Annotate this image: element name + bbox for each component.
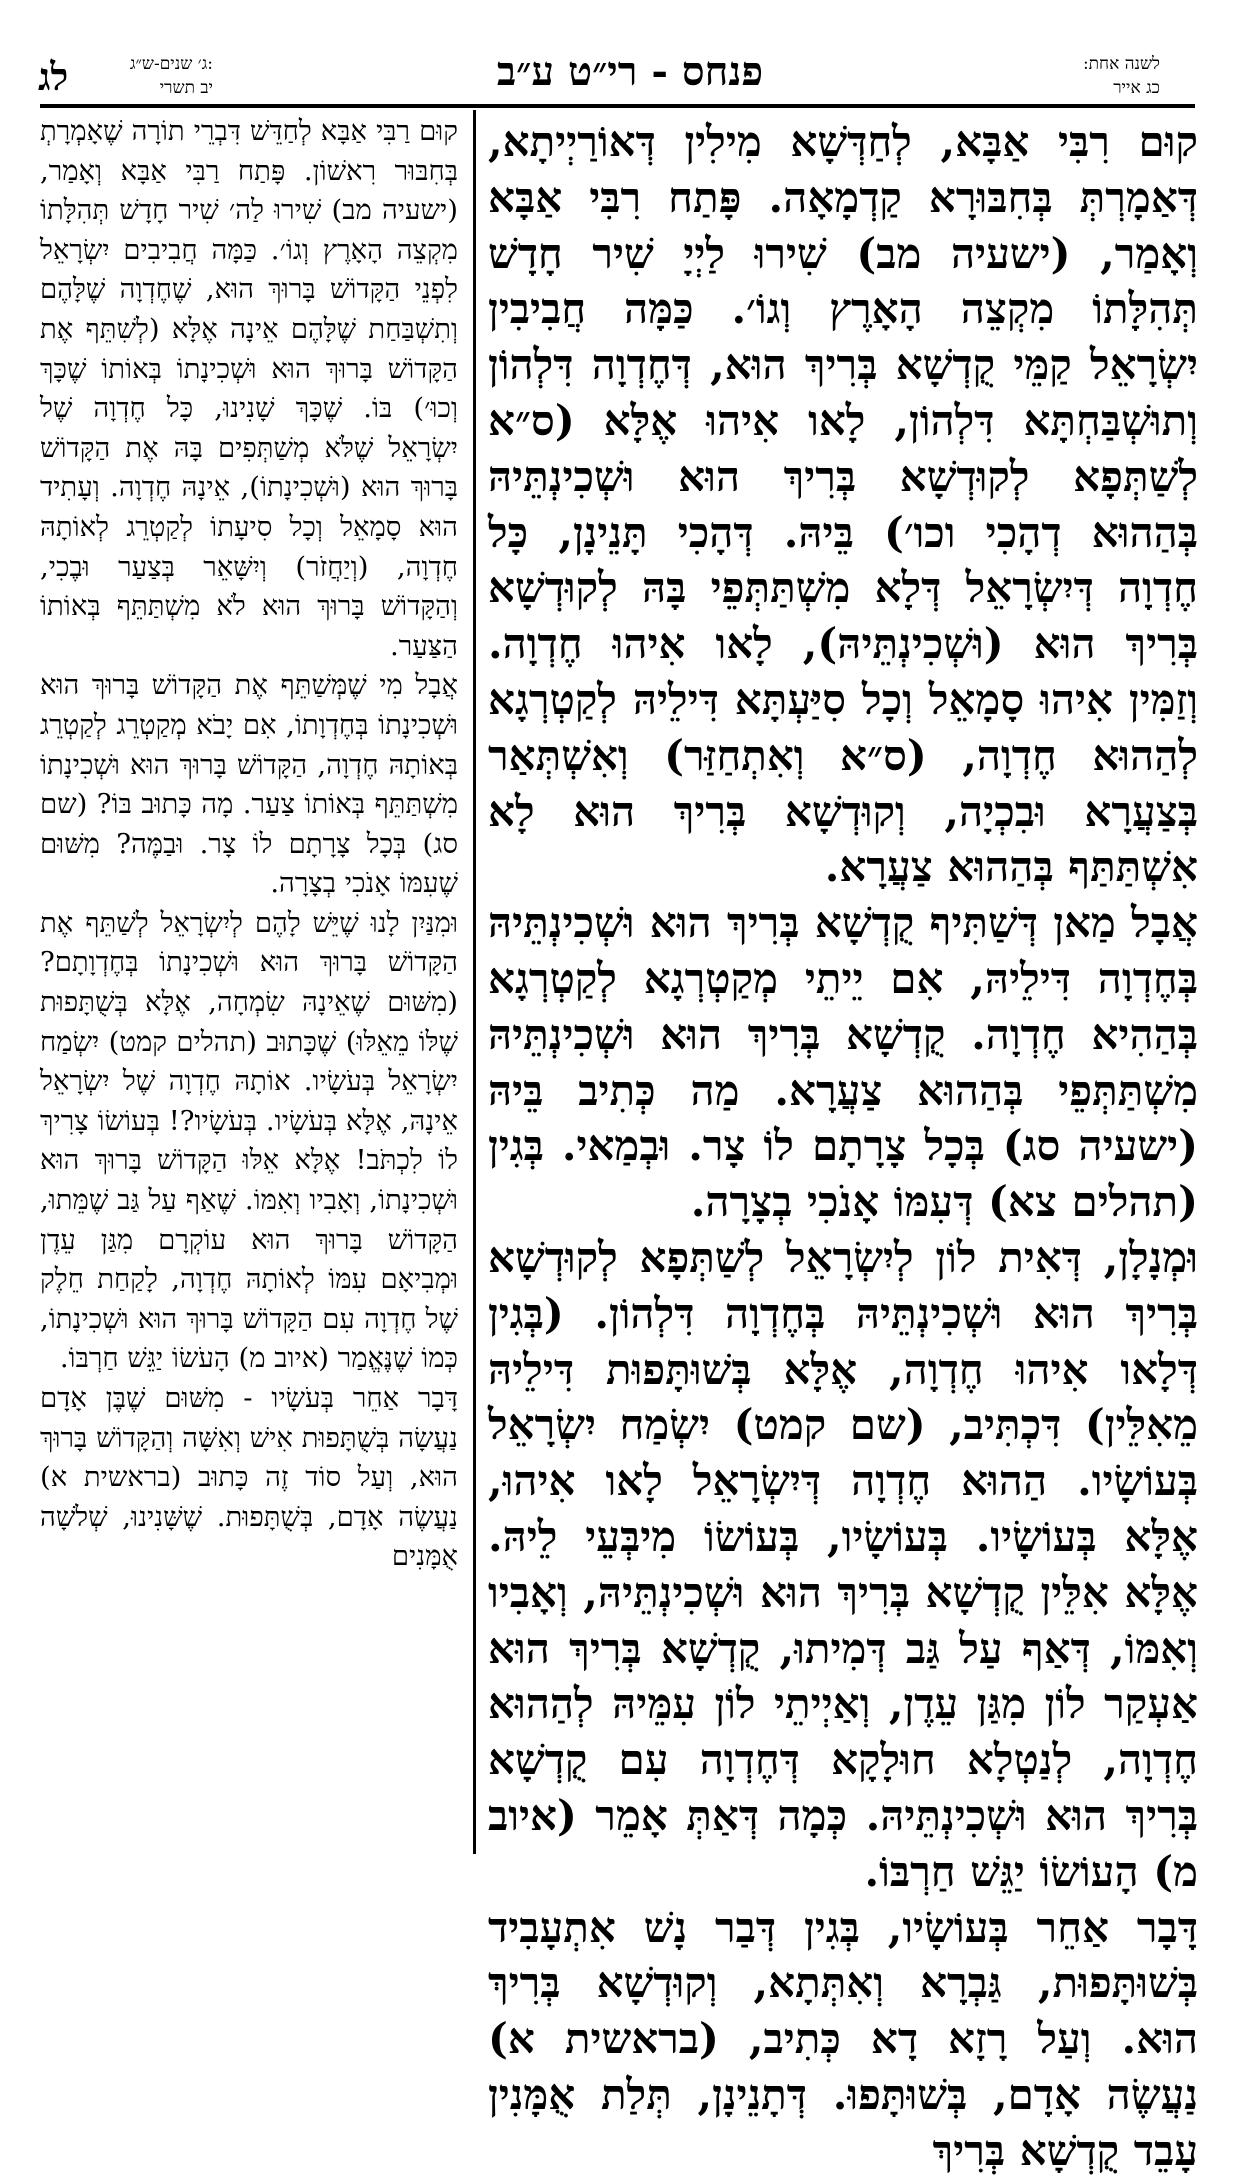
- hebrew-translation-column: [40, 112, 458, 1577]
- column-divider: [473, 110, 476, 1854]
- aramaic-paragraph-1: קוּם רִבִּי אַבָּא, לְחַדְּשָׁא מִילִין דְּאוֹרַיְיתָא, דְּאַמָרְתְּ בְּחִבּוּרָא קַדְמָאָה. פָּתַח רִבִּי אַבָּא וְאָמַר, (ישעיה מב) שִׁירוּ לַיְיָ שִׁיר חָדָשׁ תְּהִלָּתוֹ מִקְצֵה הָאָרֶץ וְגוֹ׳. כַּמָּה חֲבִיבִין יִשְׂרָאֵל קַמֵּי קֻדְשָׁא בְּרִיךְ הוּא, דְּחֶדְוָה דִּלְהוֹן וְתוּשְׁבַּחְתָּא דִּלְהוֹן, לָאו אִיהוּ אֶלָּא (ס״א לְשַׁתְּפָא לְקוּדְשָׁא בְּרִיךְ הוּא וּשְׁכִינְתֵּיהּ בְּהַהוּא דְהָכִי וכו׳) בֵּיהּ. דְּהָכִי תָּנֵינָן, כָּל חֶדְוָה דְּיִשְׂרָאֵל דְּלָא מִשְׁתַּתְּפֵי בָּהּ לְקוּדְשָׁא בְּרִיךְ הוּא (וּשְׁכִינְתֵּיהּ), לָאו אִיהוּ חֶדְוָה. וְזַמִּין אִיהוּ סָמָאֵל וְכָל סִיַּעְתָּא דִּילֵיהּ לְקַטְרְגָא לְהַהוּא חֶדְוָה, (ס״א וְאִתְחַזַּר) וְאִשְׁתְּאַר בְּצַעֲרָא וּבִכְיָה, וְקוּדְשָׁא בְּרִיךְ הוּא לָא אִשְׁתַּתַּף בְּהַהוּא צַעֲרָא.: [488, 114, 1198, 895]
- page-number: לג: [38, 54, 68, 100]
- right-header-line1: לשנה אחת:: [960, 52, 1160, 76]
- header-rule: [40, 104, 1195, 108]
- aramaic-text-column: [488, 114, 1198, 2178]
- left-header-line1: ג׳ שנים-ש״ג:: [88, 52, 213, 76]
- aramaic-paragraph-3: וּמְנָלָן, דְּאִית לוֹן לְיִשְׂרָאֵל לְשַׁתְּפָא לְקוּדְשָׁא בְּרִיךְ הוּא וּשְׁכִינְתֵּיהּ בְּחֶדְוָה דִּלְהוֹן. (בְּגִין דְּלָאו אִיהוּ חֶדְוָה, אֶלָּא בְּשׁוּתָּפוּת דִּילֵיהּ מֵאִלֵּין) דִּכְתִּיב, (שם קמט) יִשְׂמַח יִשְׂרָאֵל בְּעוֹשָׂיו. הַהוּא חֶדְוָה דְּיִשְׂרָאֵל לָאו אִיהוּ, אֶלָּא בְּעוֹשָׂיו. בְּעוֹשָׂיו, בְּעוֹשׂוֹ מִיבְּעֵי לֵיהּ. אֶלָּא אִלֵּין קֻדְשָׁא בְּרִיךְ הוּא וּשְׁכִינְתֵּיהּ, וְאָבִיו וְאִמּוֹ, דְּאַף עַל גַּב דְּמִיתוּ, קֻדְשָׁא בְּרִיךְ הוּא אַעְקַר לוֹן מִגַּן עֵדֶן, וְאַיְיתֵי לוֹן עִמֵּיהּ לְהַהוּא חֶדְוָה, לְנַטְלָא חוּלָקָא דְּחֶדְוָה עִם קֻדְשָׁא בְּרִיךְ הוּא וּשְׁכִינְתֵּיהּ. כְּמָה דְּאַתְּ אָמֵר (איוב מ) הָעוֹשׂוֹ יַגֵּשׁ חַרְבּוֹ.: [488, 1230, 1198, 1900]
- left-header: [88, 52, 213, 100]
- left-header-line2: יב תשרי: [88, 76, 213, 100]
- right-header-line2: כג אייר: [960, 76, 1160, 100]
- translation-paragraph-1: קוּם רַבִּי אַבָּא לְחַדֵּשׁ דִּבְרֵי תוֹרָה שֶׁאָמְרָתְ בְּחִבּוּר רִאשׁוֹן. פָּתַח רַבִּי אַבָּא וְאָמַר, (ישעיה מב) שִׁירוּ לַה׳ שִׁיר חָדָשׁ תְּהִלָּתוֹ מִקְצֵה הָאָרֶץ וְגוֹ׳. כַּמָּה חֲבִיבִים יִשְׂרָאֵל לִפְנֵי הַקָּדוֹשׁ בָּרוּךְ הוּא, שֶׁחֶדְוָה שֶׁלָּהֶם וְתִשְׁבַּחַת שֶׁלָּהֶם אֵינָה אֶלָּא (לְשִׁתֵּף אֶת הַקָּדוֹשׁ בָּרוּךְ הוּא וּשְׁכִינָתוֹ בְּאוֹתוֹ שֶׁכָּךְ וְכוּ׳) בּוֹ. שֶׁכָּךְ שָׁנִינוּ, כָּל חֶדְוָה שֶׁל יִשְׂרָאֵל שֶׁלֹּא מְשַׁתְּפִים בָּהּ אֶת הַקָּדוֹשׁ בָּרוּךְ הוּא (וּשְׁכִינָתוֹ), אֵינָהּ חֶדְוָה. וְעָתִיד הוּא סָמָאֵל וְכָל סִיעָתוֹ לְקַטְרֵג לְאוֹתָהּ חֶדְוָה, (וְיַחֲזֹר) וְיִשָּׁאֵר בְּצַעַר וּבֶכִי, וְהַקָּדוֹשׁ בָּרוּךְ הוּא לֹא מִשְׁתַּתֵּף בְּאוֹתוֹ הַצַּעַר.: [40, 112, 458, 666]
- translation-paragraph-4: דָּבָר אַחֵר בְּעֹשָׂיו - מִשּׁוּם שֶׁבֶּן אָדָם נַעֲשָׂה בְּשֻׁתָּפוּת אִישׁ וְאִשָּׁה וְהַקָּדוֹשׁ בָּרוּךְ הוּא, וְעַל סוֹד זֶה כָּתוּב (בראשית א) נַעֲשֶׂה אָדָם, בְּשֻׁתָּפוּת. שֶׁשָּׁנִינוּ, שְׁלֹשָׁה אֻמָּנִים: [40, 1379, 458, 1577]
- right-header: [960, 52, 1160, 100]
- aramaic-paragraph-2: אֲבָל מַאן דְּשַׁתִּיף קֻדְשָׁא בְּרִיךְ הוּא וּשְׁכִינְתֵּיהּ בְּחֶדְוָה דִּילֵיהּ, אִם יֵיתֵי מְקַטְרְגָא לְקַטְרְגָא בְּהַהִיא חֶדְוָה. קֻדְשָׁא בְּרִיךְ הוּא וּשְׁכִינְתֵּיהּ מִשְׁתַּתְּפֵי בְּהַהוּא צַעֲרָא. מַה כְּתִיב בֵּיהּ (ישעיה סג) בְּכָל צָרָתָם לוֹ צָר. וּבְמַאי. בְּגִין (תהלים צא) דְּעִמּוֹ אָנֹכִי בְצָרָה.: [488, 895, 1198, 1230]
- translation-paragraph-2: אֲבָל מִי שֶׁמְּשַׁתֵּף אֶת הַקָּדוֹשׁ בָּרוּךְ הוּא וּשְׁכִינָתוֹ בְּחֶדְוָתוֹ, אִם יָבֹא מְקַטְרֵג לְקַטְרֵג בְּאוֹתָהּ חֶדְוָה, הַקָּדוֹשׁ בָּרוּךְ הוּא וּשְׁכִינָתוֹ מִשְׁתַּתֵּף בְּאוֹתוֹ צַעַר. מָה כָּתוּב בּוֹ? (שם סג) בְּכָל צָרָתָם לוֹ צָר. וּבַמֶּה? מִשּׁוּם שֶׁעִמּוֹ אָנֹכִי בְצָרָה.: [40, 666, 458, 904]
- aramaic-paragraph-4: דָּבָר אַחֵר בְּעוֹשָׂיו, בְּגִין דְּבַר נָשׁ אִתְעָבִיד בְּשׁוּתָּפוּת, גַּבְרָא וְאִתְּתָא, וְקוּדְשָׁא בְּרִיךְ הוּא. וְעַל רָזָא דָא כְּתִיב, (בראשית א) נַעֲשֶׂה אָדָם, בְּשׁוּתָּפוּ. דְּתָנֵינָן, תְּלַת אֻמָּנִין עָבֵד קֻדְשָׁא בְּרִיךְ: [488, 1900, 1198, 2178]
- translation-paragraph-3: וּמִנַּיִן לָנוּ שֶׁיֵּשׁ לָהֶם לְיִשְׂרָאֵל לְשַׁתֵּף אֶת הַקָּדוֹשׁ בָּרוּךְ הוּא וּשְׁכִינָתוֹ בְּחֶדְוָתָם? (מִשּׁוּם שֶׁאֵינָהּ שִׂמְחָה, אֶלָּא בְּשֻׁתָּפוּת שֶׁלּוֹ מֵאֵלּוּ) שֶׁכָּתוּב (תהלים קמט) יִשְׂמַח יִשְׂרָאֵל בְּעֹשָׂיו. אוֹתָהּ חֶדְוָה שֶׁל יִשְׂרָאֵל אֵינָהּ, אֶלָּא בְּעֹשָׂיו. בְּעֹשָׂיו?! בְּעוֹשׂוֹ צָרִיךְ לוֹ לִכְתֹּב! אֶלָּא אֵלּוּ הַקָּדוֹשׁ בָּרוּךְ הוּא וּשְׁכִינָתוֹ, וְאָבִיו וְאִמּוֹ. שֶׁאַף עַל גַּב שֶׁמֵּתוּ, הַקָּדוֹשׁ בָּרוּךְ הוּא עוֹקְרָם מִגַּן עֵדֶן וּמְבִיאָם עִמּוֹ לְאוֹתָהּ חֶדְוָה, לָקַחַת חֵלֶק שֶׁל חֶדְוָה עִם הַקָּדוֹשׁ בָּרוּךְ הוּא וּשְׁכִינָתוֹ, כְּמוֹ שֶׁנֶּאֱמַר (איוב מ) הָעֹשׂוֹ יַגֵּשׁ חַרְבּוֹ.: [40, 904, 458, 1379]
- page-title: פנחס - רי״ט ע״ב: [420, 48, 840, 95]
